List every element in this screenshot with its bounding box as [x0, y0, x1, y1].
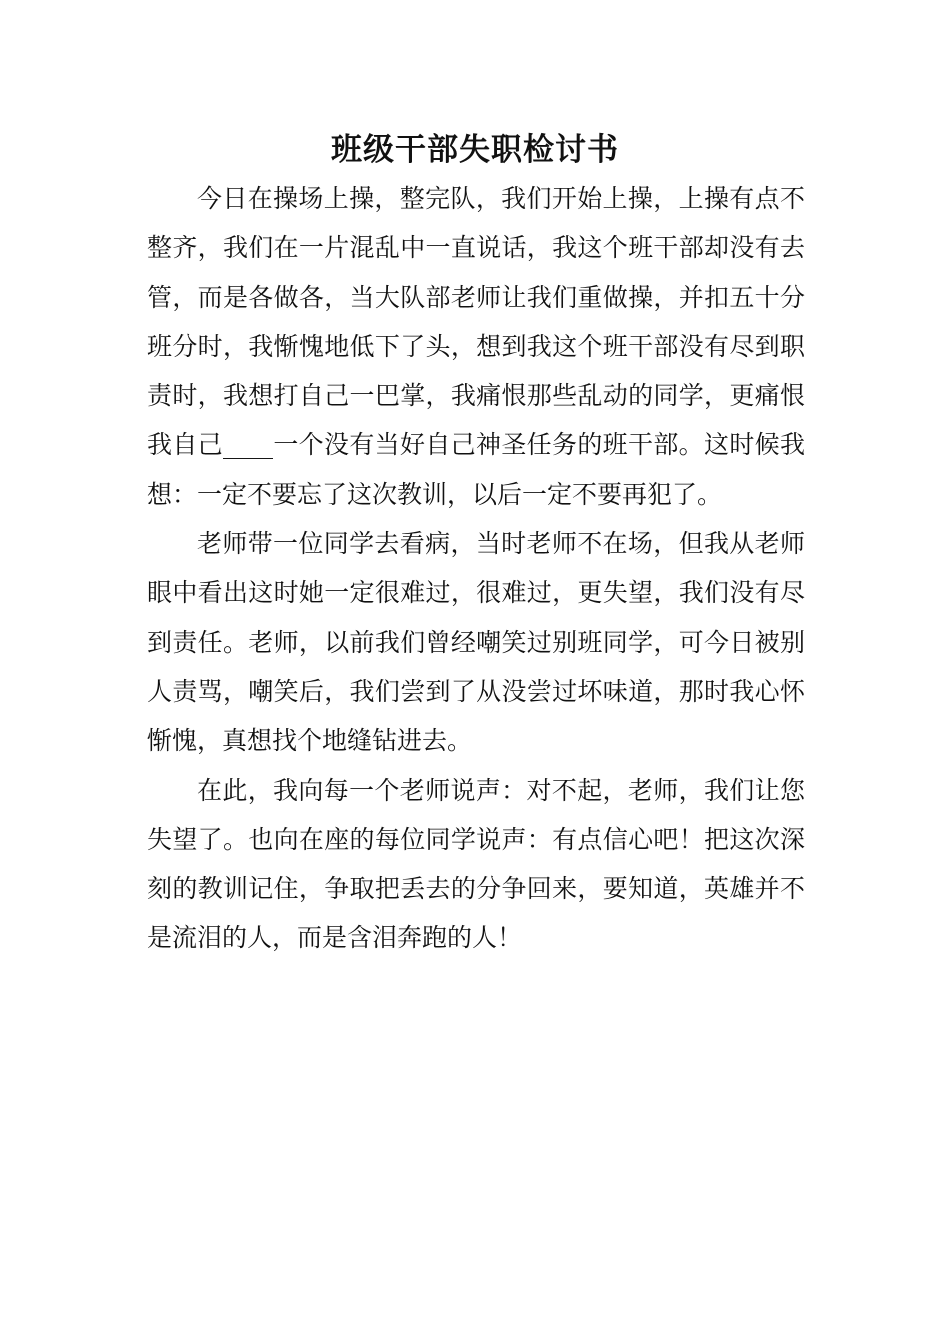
- document-title: 班级干部失职检讨书: [331, 132, 619, 168]
- paragraph-3: 在此，我向每一个老师说声：对不起，老师，我们让您失望了。也向在座的每位同学说声：有点信心吧！把这次深刻的教训记住，争取把丢去的分争回来，要知道，英雄并不是流泪的人，而是含泪奔跑的人！: [147, 775, 805, 953]
- document-body: [147, 174, 805, 963]
- paragraph-1: 今日在操场上操，整完队，我们开始上操，上操有点不整齐，我们在一片混乱中一直说话，我这个班干部却没有去管，而是各做各，当大队部老师让我们重做操，并扣五十分班分时，我惭愧地低下了头，想到我这个班干部没有尽到职责时，我想打自己一巴掌，我痛恨那些乱动的同学，更痛恨我自己____一个没有当好自己神圣任务的班干部。这时候我想：一定不要忘了这次教训，以后一定不要再犯了。: [147, 184, 805, 509]
- paragraph-2: 老师带一位同学去看病，当时老师不在场，但我从老师眼中看出这时她一定很难过，很难过，更失望，我们没有尽到责任。老师，以前我们曾经嘲笑过别班同学，可今日被别人责骂，嘲笑后，我们尝到了从没尝过坏味道，那时我心怀惭愧，真想找个地缝钻进去。: [147, 529, 805, 756]
